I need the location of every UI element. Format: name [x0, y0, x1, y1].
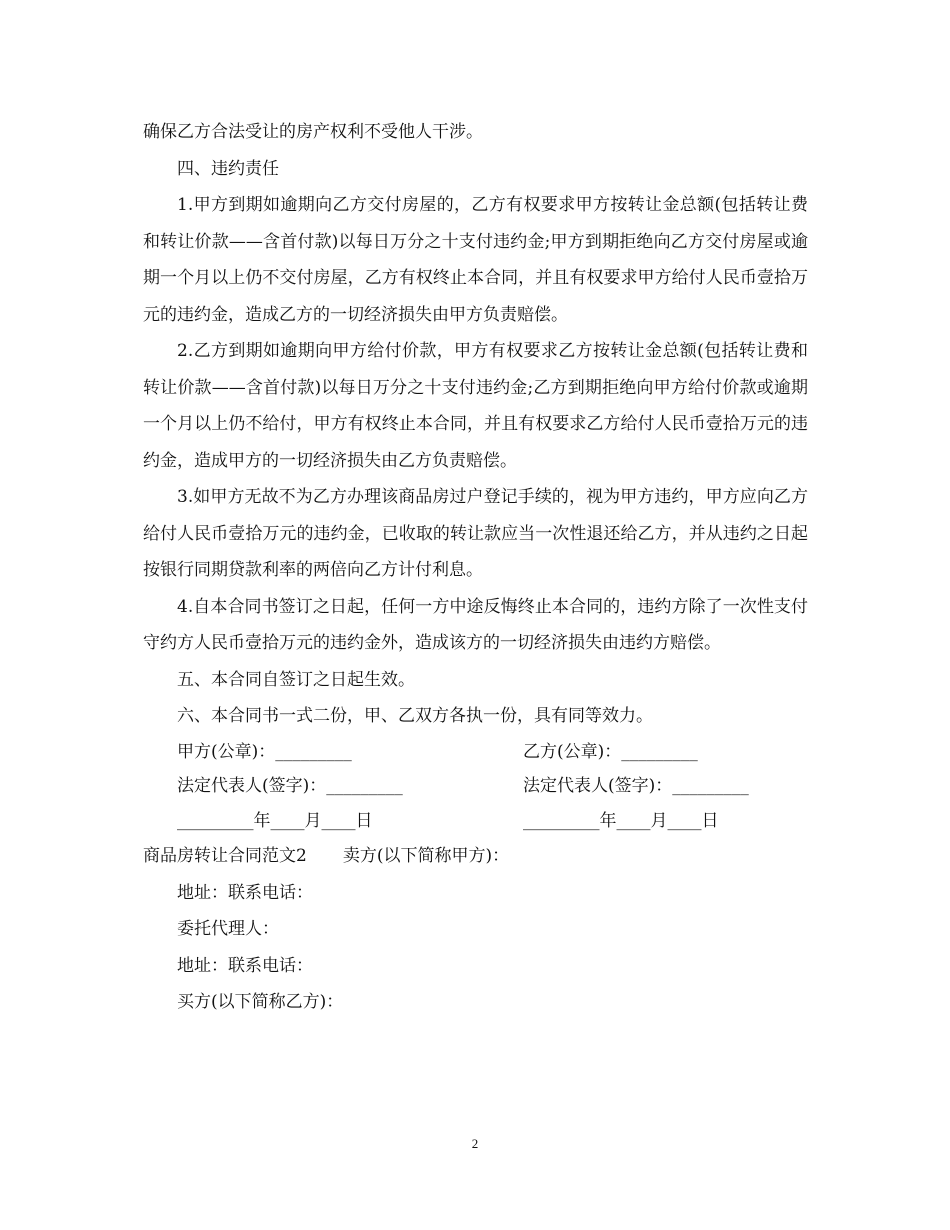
- clause-4: 4.自本合同书签订之日起，任何一方中途反悔终止本合同的，违约方除了一次性支付守约方人民币壹拾万元的违约金外，造成该方的一切经济损失由违约方赔偿。: [143, 596, 808, 653]
- clause-2: 2.乙方到期如逾期向甲方给付价款，甲方有权要求乙方按转让金总额(包括转让费和转让价款——含首付款)以每日万分之十支付违约金;乙方到期拒绝向甲方给付价款或逾期一个月以上仍不给付，甲方有权终止本合同，并且有权要求乙方给付人民币壹拾万元的违约金，造成甲方的一切经济损失由乙方负责赔偿。: [143, 341, 808, 471]
- section-effective: 五、本合同自签订之日起生效。: [177, 669, 415, 690]
- signature-row-date: [143, 804, 808, 839]
- heading-breach-liability: 四、违约责任: [177, 158, 279, 179]
- party-a-representative: 法定代表人(签字)：_________: [177, 776, 403, 796]
- party-b-representative: 法定代表人(签字)：_________: [523, 776, 749, 796]
- clause-1: 1.甲方到期如逾期向乙方交付房屋的，乙方有权要求甲方按转让金总额(包括转让费和转让价款——含首付款)以每日万分之十支付违约金;甲方到期拒绝向乙方交付房屋或逾期一个月以上仍不交付房屋，乙方有权终止本合同，并且有权要求甲方给付人民币壹拾万元的违约金，造成乙方的一切经济损失由甲方负责赔偿。: [143, 195, 808, 325]
- buyer-label: 买方(以下简称乙方)：: [177, 992, 344, 1012]
- party-b-seal: 乙方(公章)：_________: [523, 741, 698, 762]
- clause-3: 3.如甲方无故不为乙方办理该商品房过户登记手续的，视为甲方违约，甲方应向乙方给付人民币壹拾万元的违约金，已收取的转让款应当一次性退还给乙方，并从违约之日起按银行同期贷款利率的两倍向乙方计付利息。: [143, 487, 808, 580]
- page-number: 2: [471, 1136, 479, 1151]
- section-copies: 六、本合同书一式二份，甲、乙双方各执一份，具有同等效力。: [177, 706, 653, 726]
- party-b-date: _________年____月____日: [523, 810, 719, 831]
- agent-address-phone: 地址：联系电话：: [177, 955, 313, 976]
- signature-row-seal: [143, 735, 808, 770]
- signature-row-representative: [143, 769, 808, 804]
- party-a-date: _________年____月____日: [177, 810, 373, 831]
- seller-label: 卖方(以下简称甲方)：: [342, 846, 510, 866]
- seller-address-phone: 地址：联系电话：: [177, 882, 313, 903]
- sample-2-title: 商品房转让合同范文2: [143, 846, 307, 866]
- party-a-seal: 甲方(公章)：_________: [177, 741, 352, 762]
- agent-label: 委托代理人：: [177, 919, 279, 939]
- sample-2-title-row: [143, 838, 808, 875]
- contract-body: [143, 114, 808, 1021]
- paragraph-rights-guarantee: 确保乙方合法受让的房产权利不受他人干涉。: [143, 122, 483, 142]
